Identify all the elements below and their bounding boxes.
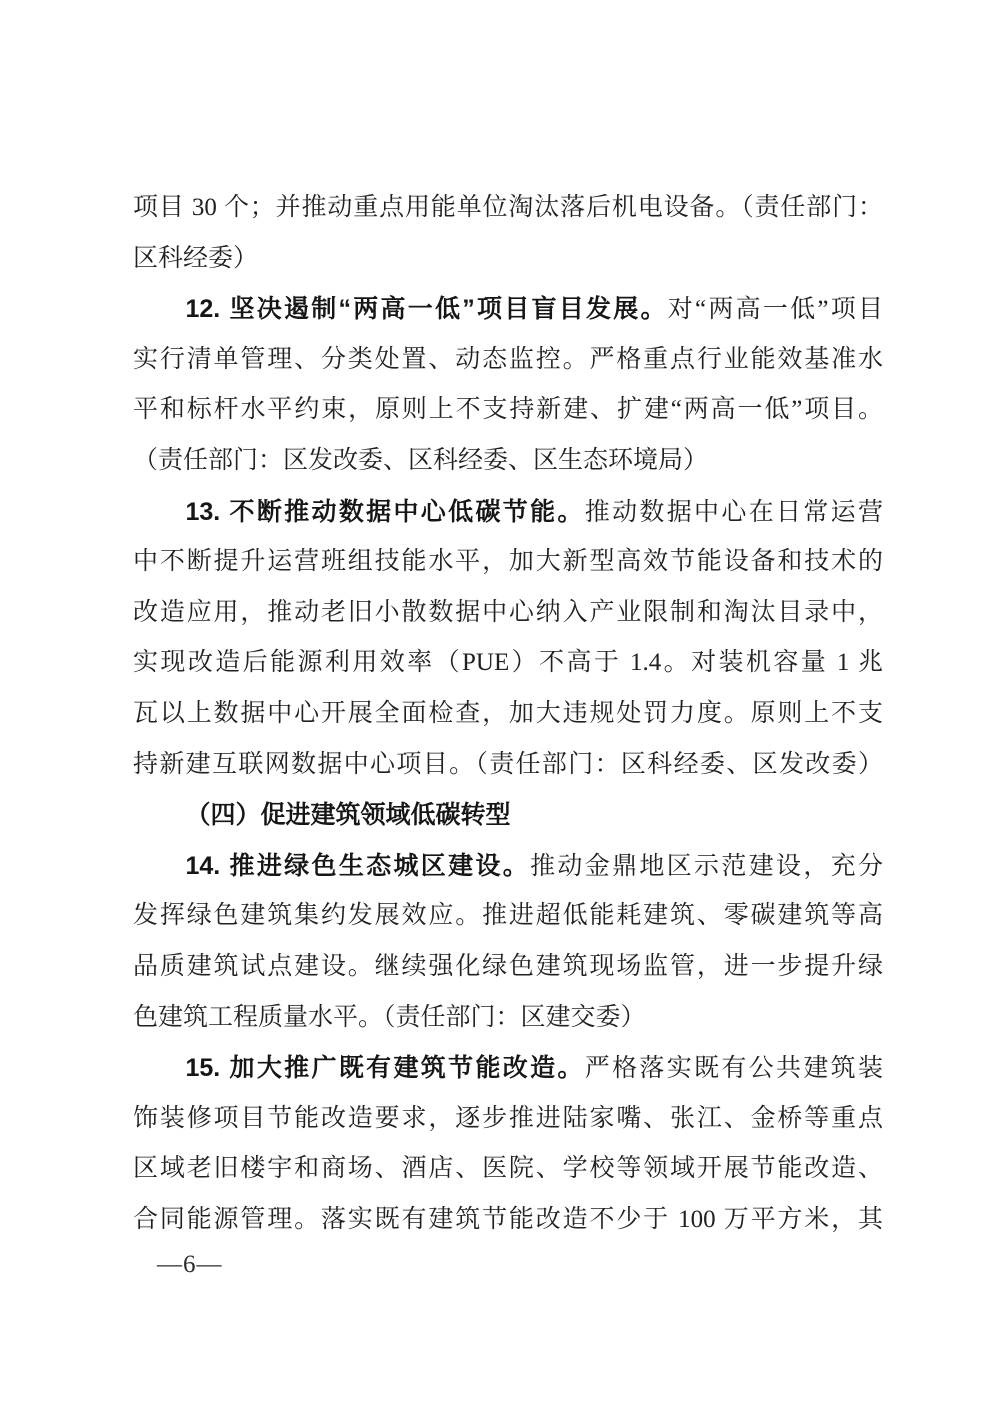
text-segment: 区域老旧楼宇和商场、酒店、医院、学校等领域开展节能改造、	[133, 1155, 883, 1183]
text-line	[133, 790, 883, 841]
text-segment: 中不断提升运营班组技能水平，加大新型高效节能设备和技术的	[133, 548, 883, 576]
text-segment: 对“两高一低”项目	[667, 296, 883, 324]
text-line	[133, 1144, 883, 1195]
text-segment: 项目 30 个；并推动重点用能单位淘汰落后机电设备。（责任部门：	[133, 194, 883, 221]
text-line	[133, 1195, 883, 1246]
text-line	[133, 740, 883, 791]
text-segment: 品质建筑试点建设。继续强化绿色建筑现场监管，进一步提升绿	[133, 952, 883, 980]
bold-text-segment: 12. 坚决遏制“两高一低”项目盲目发展。	[185, 295, 668, 324]
text-segment: 瓦以上数据中心开展全面检查，加大违规处罚力度。原则上不支	[133, 699, 883, 727]
text-line	[133, 537, 883, 588]
text-line	[133, 993, 883, 1044]
text-line	[133, 335, 883, 386]
text-line	[133, 638, 883, 689]
text-line	[133, 234, 883, 285]
text-line	[133, 284, 883, 335]
text-segment: 实现改造后能源利用效率（PUE）不高于 1.4。对装机容量 1 兆	[133, 649, 883, 677]
text-segment: 推动金鼎地区示范建设，充分	[530, 852, 883, 880]
bold-text-segment: （四）促进建筑领域低碳转型	[185, 801, 511, 830]
text-line	[133, 689, 883, 740]
text-line	[133, 588, 883, 639]
text-line	[133, 1043, 883, 1094]
text-line	[133, 942, 883, 993]
bold-text-segment: 13. 不断推动数据中心低碳节能。	[185, 497, 585, 526]
text-segment: 发挥绿色建筑集约发展效应。推进超低能耗建筑、零碳建筑等高	[133, 902, 883, 930]
bold-text-segment: 15. 加大推广既有建筑节能改造。	[185, 1054, 585, 1083]
text-segment: （责任部门：区发改委、区科经委、区生态环境局）	[133, 446, 709, 474]
text-segment: 实行清单管理、分类处置、动态监控。严格重点行业能效基准水	[133, 345, 883, 373]
text-segment: 严格落实既有公共建筑装	[584, 1055, 883, 1083]
page-number: —6—	[157, 1251, 223, 1278]
text-segment: 推动数据中心在日常运营	[584, 498, 883, 526]
text-line	[133, 487, 883, 538]
text-line	[133, 1094, 883, 1145]
text-segment: 合同能源管理。落实既有建筑节能改造不少于 100 万平方米，其	[133, 1205, 883, 1233]
text-line	[133, 891, 883, 942]
text-segment: 区科经委）	[133, 244, 259, 272]
text-segment: 饰装修项目节能改造要求，逐步推进陆家嘴、张江、金桥等重点	[133, 1104, 883, 1132]
text-segment: 平和标杆水平约束，原则上不支持新建、扩建“两高一低”项目。	[133, 396, 883, 424]
text-segment: 色建筑工程质量水平。（责任部门：区建交委）	[133, 1003, 646, 1031]
text-line	[133, 385, 883, 436]
text-line	[133, 183, 883, 234]
bold-text-segment: 14. 推进绿色生态城区建设。	[185, 851, 531, 880]
text-segment: 持新建互联网数据中心项目。（责任部门：区科经委、区发改委）	[133, 750, 883, 778]
document-body	[133, 183, 883, 1245]
text-line	[133, 436, 883, 487]
text-line	[133, 841, 883, 892]
text-segment: 改造应用，推动老旧小散数据中心纳入产业限制和淘汰目录中，	[133, 598, 883, 626]
